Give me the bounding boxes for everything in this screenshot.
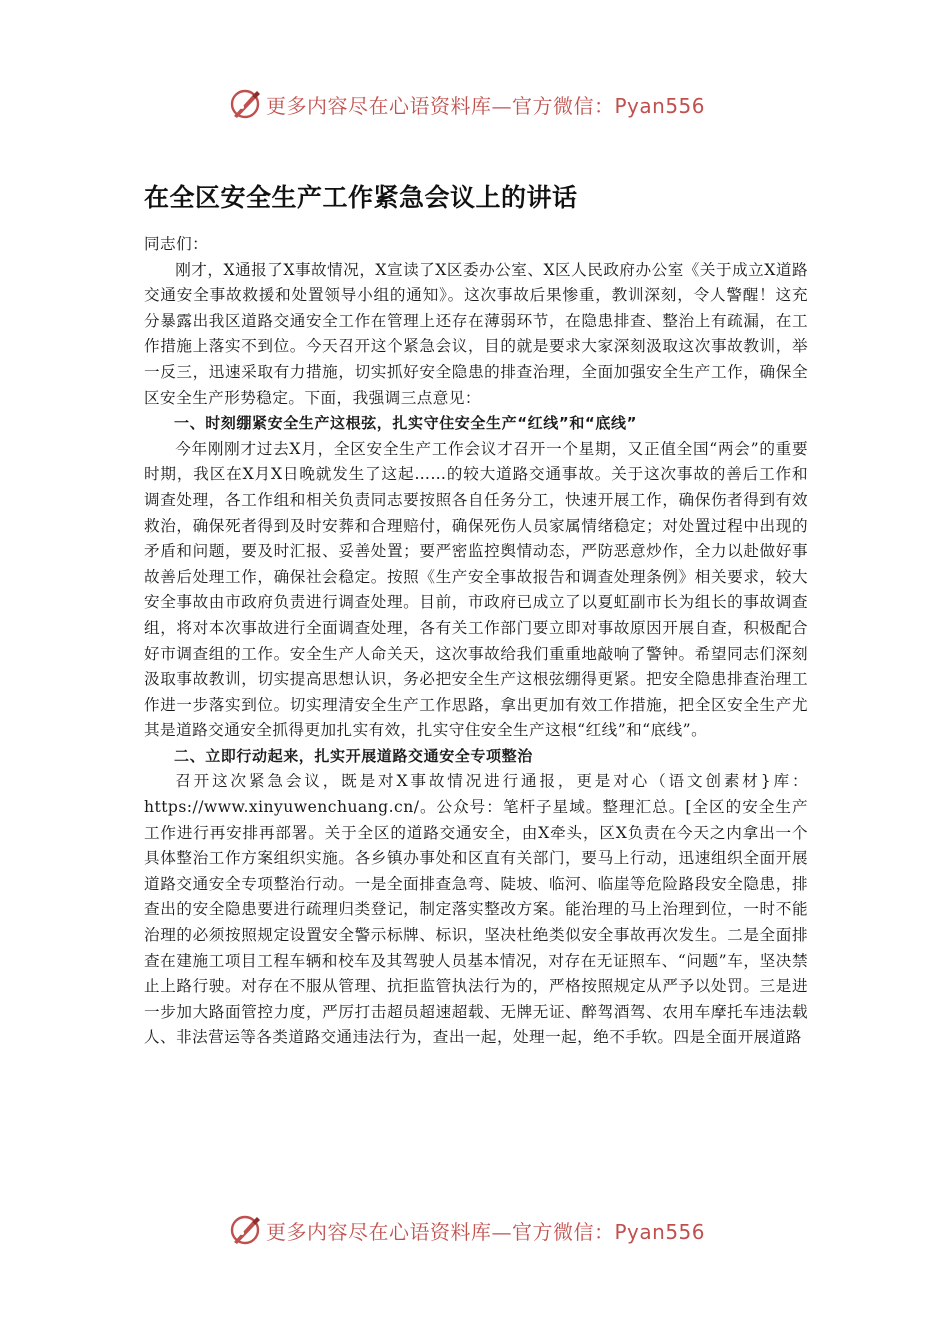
salutation: 同志们： bbox=[144, 235, 209, 253]
wechat-id: Pyan556 bbox=[614, 93, 706, 118]
watermark-text: 更多内容尽在心语资料库—官方微信：Pyan556 bbox=[266, 93, 706, 118]
document-title: 在全区安全生产工作紧急会议上的讲话 bbox=[144, 183, 578, 212]
paragraph-2: 今年刚刚才过去X月，全区安全生产工作会议才召开一个星期，又正值全国“两会”的重要时期，我区在X月X日晚就发生了这起……的较大道路交通事故。关于这次事故的善后工作和调查处理，各工作组和相关负责同志要按照各自任务分工，快速开展工作，确保伤者得到有效救治，确保死者得到及时安葬和合理赔付，确保死伤人员家属情绪稳定；对处置过程中出现的矛盾和问题，要及时汇报、妥善处置；要严密监控舆情动态，严防恶意炒作，全力以赴做好事故善后处理工作，确保社会稳定。按照《生产安全事故报告和调查处理条例》相关要求，较大安全事故由市政府负责进行调查处理。目前，市政府已成立了以夏虹副市长为组长的事故调查组，将对本次事故进行全面调查处理，各有关工作部门要立即对事故原因开展自查，积极配合好市调查组的工作。安全生产人命关天，这次事故给我们重重地敲响了警钟。希望同志们深刻汲取事故教训，切实提高思想认识，务必把安全生产这根弦绷得更紧。把安全隐患排查治理工作进一步落实到位。切实理清安全生产工作思路，拿出更加有效工作措施，把全区安全生产尤其是道路交通安全抓得更加扎实有效，扎实守住安全生产这根“红线”和“底线”。 bbox=[144, 439, 808, 740]
document-body bbox=[144, 232, 808, 1051]
pen-circle-logo-icon bbox=[228, 87, 262, 121]
wechat-id: Pyan556 bbox=[614, 1219, 706, 1244]
pen-circle-logo-icon bbox=[228, 1213, 262, 1247]
footer-watermark bbox=[228, 1212, 748, 1248]
paragraph-3: 召开这次紧急会议，既是对X事故情况进行通报，更是对心（语文创素材}库：https://www.xinyuwenchuang.cn/。公众号：笔杆子星域。整理汇总。[全区的安全生产工作进行再安排再部署。关于全区的道路交通安全，由X牵头，区X负责在今天之内拿出一个具体整治工作方案组织实施。各乡镇办事处和区直有关部门，要马上行动，迅速组织全面开展道路交通安全专项整治行动。一是全面排查急弯、陡坡、临河、临崖等危险路段安全隐患，排查出的安全隐患要进行疏理归类登记，制定落实整改方案。能治理的马上治理到位，一时不能治理的必须按照规定设置安全警示标牌、标识，坚决杜绝类似安全事故再次发生。二是全面排查在建施工项目工程车辆和校车及其驾驶人员基本情况，对存在无证照车、“问题”车，坚决禁止上路行驶。对存在不服从管理、抗拒监管执法行为的，严格按照规定从严予以处罚。三是进一步加大路面管控力度，严厉打击超员超速超载、无牌无证、醉驾酒驾、农用车摩托车违法载人、非法营运等各类道路交通违法行为，查出一起，处理一起，绝不手软。四是全面开展道路 bbox=[144, 772, 808, 1047]
section-heading-2: 二、立即行动起来，扎实开展道路交通安全专项整治 bbox=[174, 746, 533, 765]
section-heading-1: 一、时刻绷紧安全生产这根弦，扎实守住安全生产“红线”和“底线” bbox=[174, 414, 638, 433]
watermark-text: 更多内容尽在心语资料库—官方微信：Pyan556 bbox=[266, 1219, 706, 1244]
paragraph-1: 刚才，X通报了X事故情况，X宣读了X区委办公室、X区人民政府办公室《关于成立X道路交通安全事故救援和处置领导小组的通知》。这次事故后果惨重，教训深刻，令人警醒！这充分暴露出我区道路交通安全工作在管理上还存在薄弱环节，在隐患排查、整治上有疏漏，在工作措施上落实不到位。今天召开这个紧急会议，目的就是要求大家深刻汲取这次事故教训，举一反三，迅速采取有力措施，切实抓好安全隐患的排查治理，全面加强安全生产工作，确保全区安全生产形势稳定。下面，我强调三点意见： bbox=[144, 260, 808, 407]
header-watermark bbox=[228, 86, 748, 122]
